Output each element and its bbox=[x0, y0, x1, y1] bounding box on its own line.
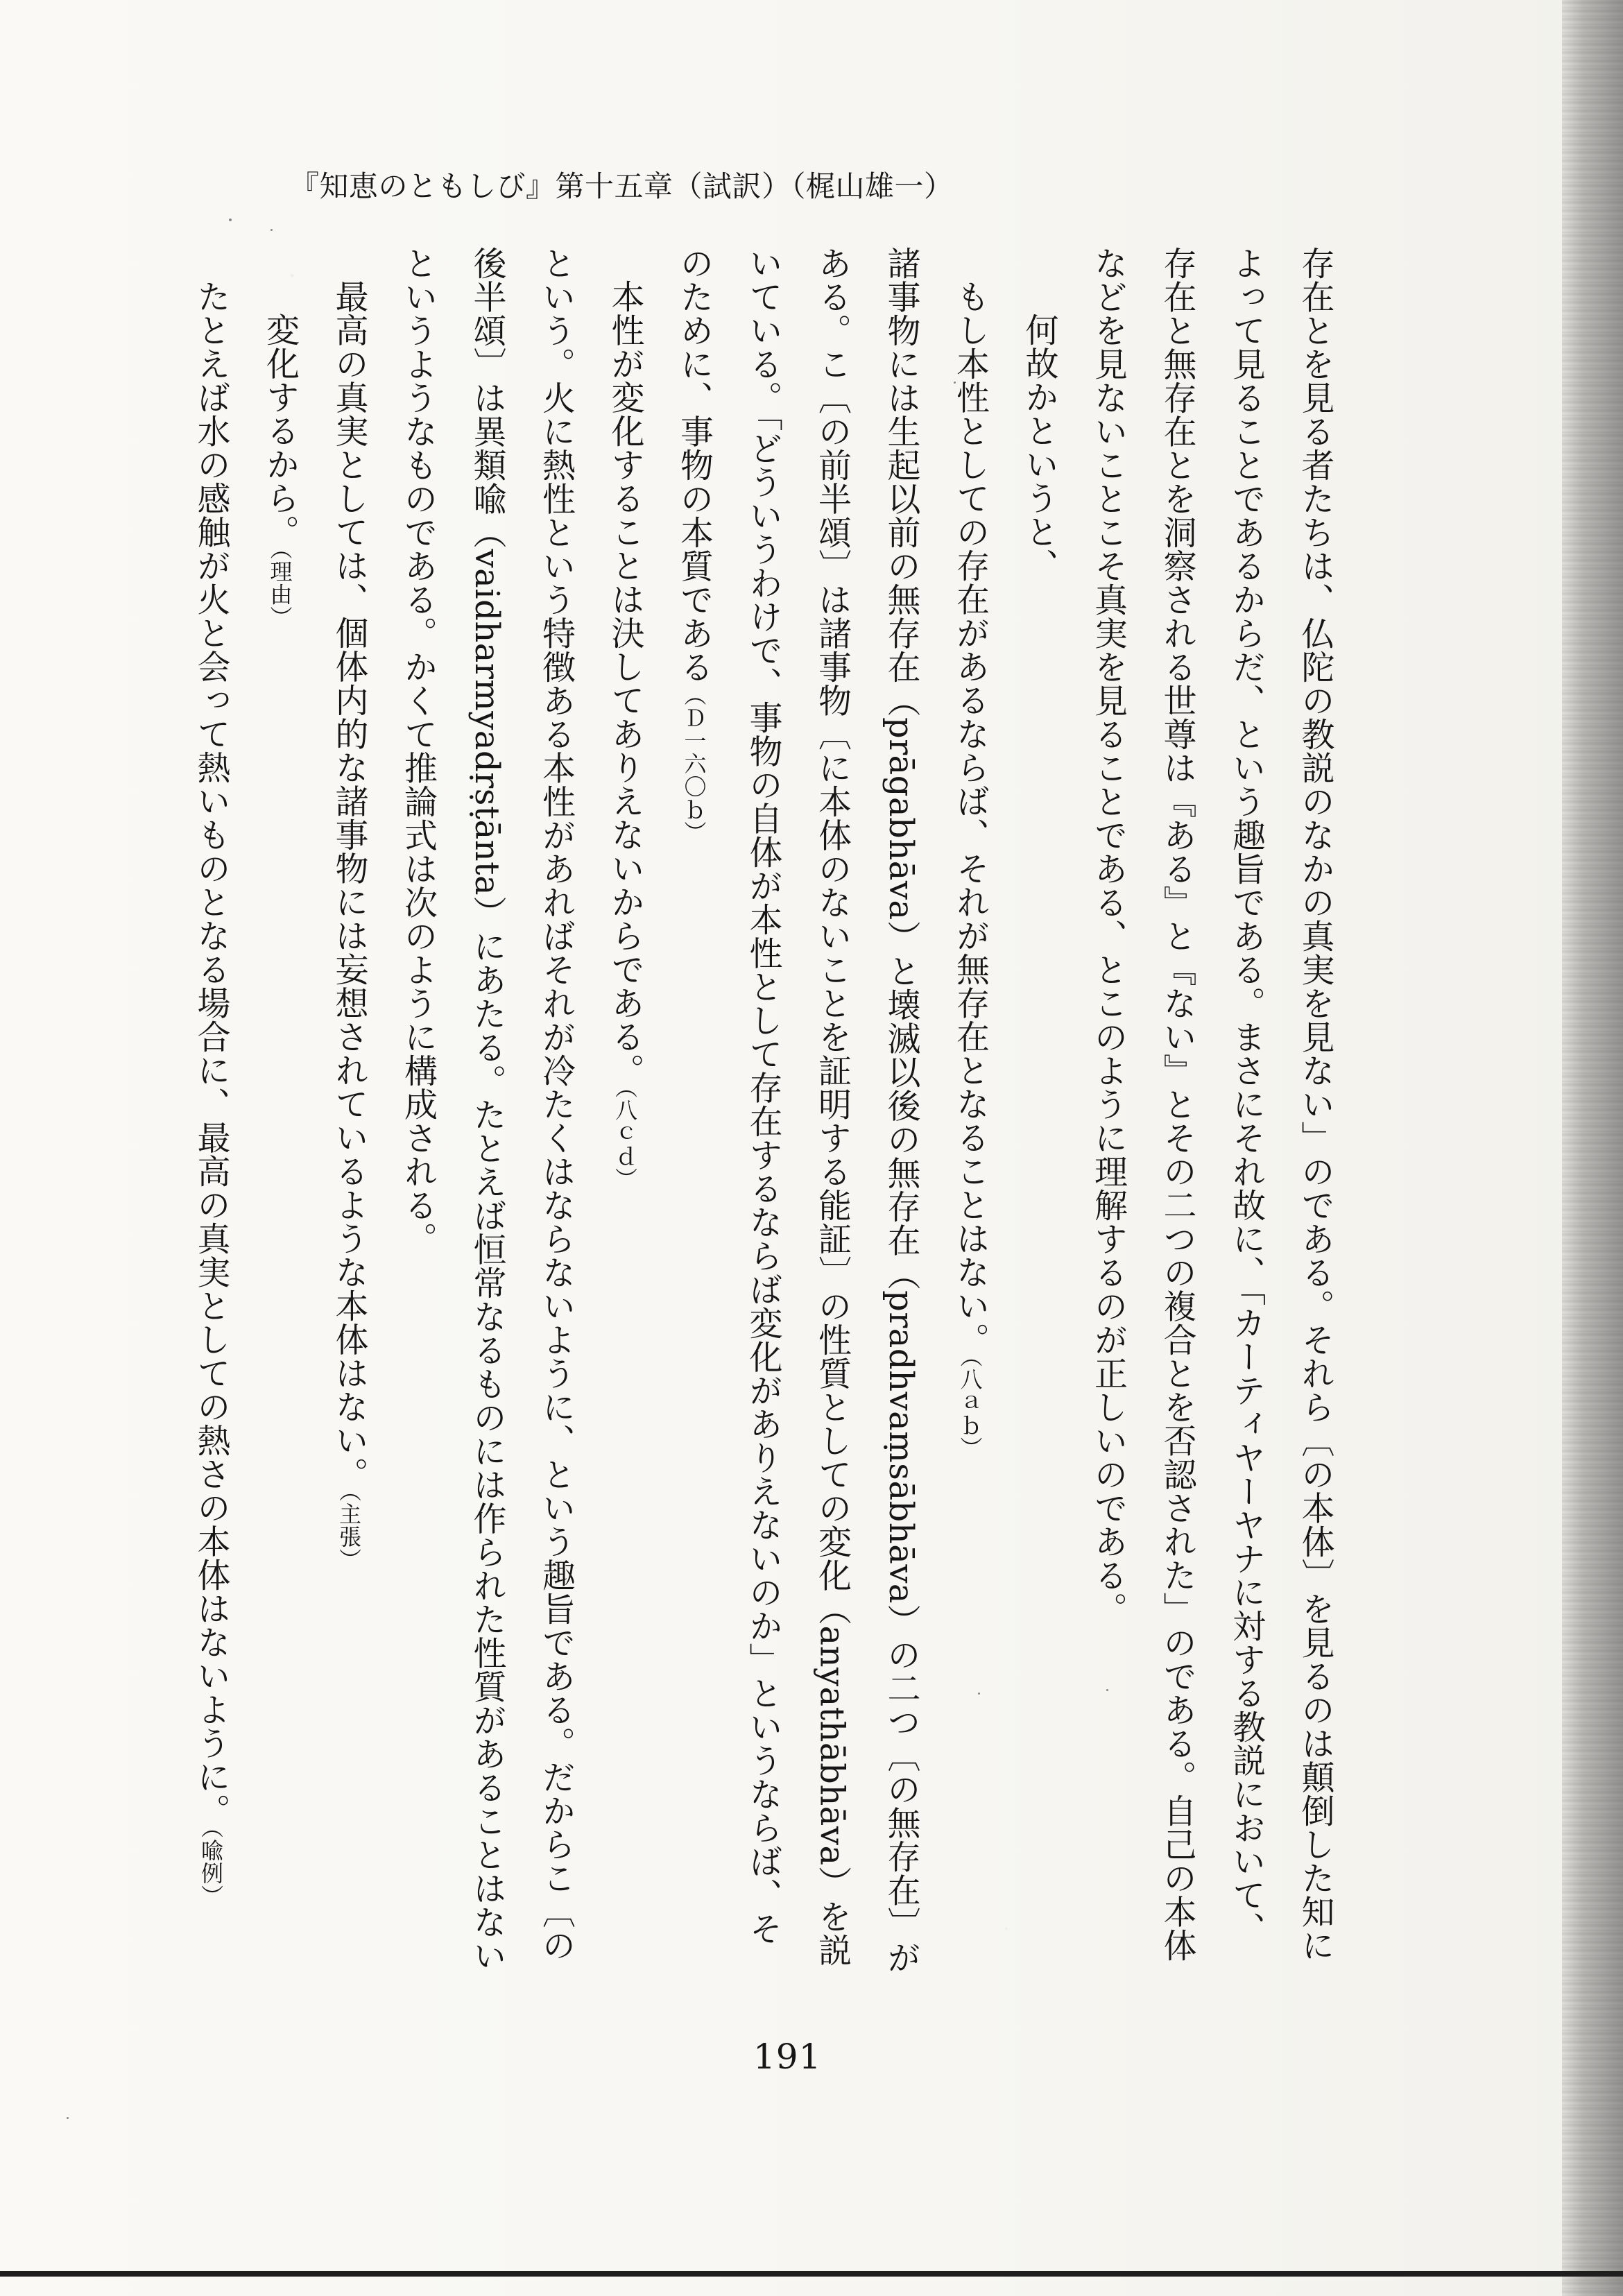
text-line bbox=[866, 246, 936, 2050]
scan-edge-shadow bbox=[1562, 0, 1623, 2296]
text-line bbox=[590, 246, 660, 2050]
text-segment: 最高の真実としては、個体内的な諸事物には妄想されているような本体はない。 bbox=[329, 280, 368, 1491]
text-segment: というようなものである。かくて推論式は次のように構成される。 bbox=[398, 246, 438, 1256]
text-line bbox=[383, 246, 452, 2050]
text-line bbox=[659, 246, 728, 2050]
running-header: 『知恵のともしび』第十五章（試訳）（梶山雄一） bbox=[290, 169, 954, 203]
text-segment: 後半頌〕は異類喩（vaidharmyadṛṣṭānta）にあたる。たとえば恒常なるものには作られた性質があることはない bbox=[467, 246, 506, 1973]
text-segment: ある。こ〔の前半頌〕は諸事物〔に本体のないことを証明する能証〕の性質としての変化（anyathābhāva）を説 bbox=[812, 246, 852, 1967]
annotation-note: （理由） bbox=[266, 548, 293, 629]
annotation-note: （八ａｂ） bbox=[956, 1356, 984, 1459]
text-segment: という。火に熱性という特徴ある本性があればそれが冷たくはならないように、という趣旨である。だからこ〔の bbox=[536, 246, 576, 1962]
body-text-columns bbox=[191, 246, 1349, 2050]
annotation-note: （主張） bbox=[336, 1491, 362, 1571]
annotation-note: （Ｄ一六〇ｂ） bbox=[680, 683, 707, 844]
text-line bbox=[176, 246, 246, 2050]
text-line bbox=[452, 246, 522, 2050]
text-segment: 本性が変化することは決してありえないからである。 bbox=[606, 280, 644, 1087]
scan-speck bbox=[270, 229, 273, 231]
text-line bbox=[314, 246, 384, 2050]
text-line bbox=[1211, 246, 1280, 2050]
text-line bbox=[245, 246, 314, 2050]
text-segment: 存在と無存在とを洞察される世尊は『ある』と『ない』とその二つの複合とを否認された」のである。自己の本体 bbox=[1158, 246, 1196, 1962]
scan-speck bbox=[229, 219, 232, 221]
text-line bbox=[1073, 246, 1142, 2050]
text-segment: 諸事物には生起以前の無存在（prāgabhāva）と壊滅以後の無存在（pradhvaṃsābhāva）の二つ〔の無存在〕が bbox=[882, 246, 920, 1974]
scan-speck bbox=[67, 2117, 69, 2119]
text-line bbox=[728, 246, 798, 2050]
text-segment: よって見ることであるからだ、という趣旨である。まさにそれ故に、「カーティヤーヤナに対する教説において、 bbox=[1226, 246, 1266, 1946]
annotation-note: （喩例） bbox=[198, 1827, 224, 1908]
text-segment: もし本性としての存在があるならば、それが無存在となることはない。 bbox=[950, 280, 990, 1356]
text-segment: いている。「どういうわけで、事物の自体が本性として存在するならば変化がありえないのか」というならば、そ bbox=[744, 246, 782, 1946]
text-segment: などを見ないことこそ真実を見ることである、とこのように理解するのが正しいのである。 bbox=[1088, 246, 1128, 1626]
text-segment: 存在とを見る者たちは、仏陀の教説のなかの真実を見ない」のである。それら〔の本体〕を見るのは顛倒した知に bbox=[1296, 246, 1334, 1962]
annotation-note: （八ｃｄ） bbox=[612, 1087, 638, 1190]
text-segment: のために、事物の本質である bbox=[674, 246, 714, 684]
text-line bbox=[1004, 246, 1074, 2050]
text-line bbox=[1142, 246, 1212, 2050]
text-line bbox=[1280, 246, 1350, 2050]
text-segment: 何故かというと、 bbox=[1020, 313, 1058, 582]
page-number: 191 bbox=[753, 2037, 822, 2077]
text-line bbox=[935, 246, 1004, 2050]
text-segment: 変化するから。 bbox=[260, 313, 300, 549]
text-line bbox=[521, 246, 590, 2050]
bottom-border bbox=[0, 2271, 1623, 2277]
text-line bbox=[797, 246, 866, 2050]
text-segment: たとえば水の感触が火と会って熱いものとなる場合に、最高の真実としての熱さの本体はないように。 bbox=[191, 280, 230, 1827]
